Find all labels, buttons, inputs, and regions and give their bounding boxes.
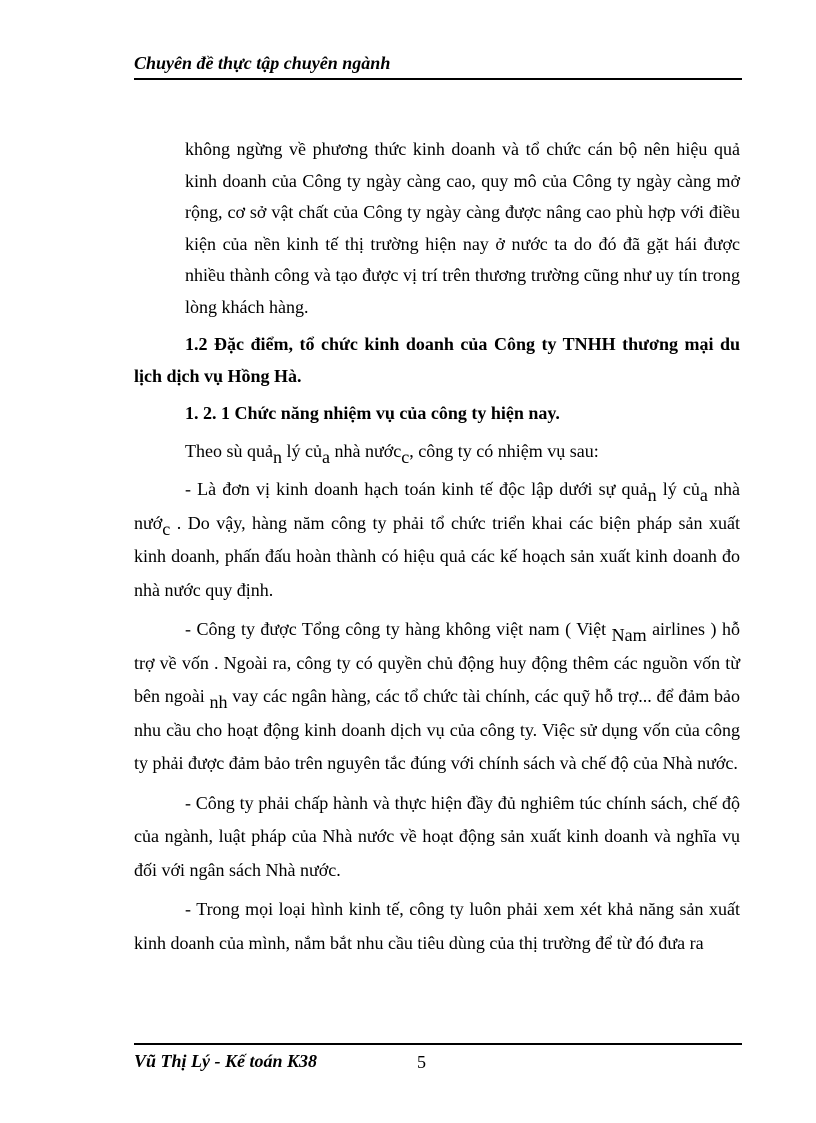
- subsection-heading: 1. 2. 1 Chức năng nhiệm vụ của công ty hiện nay.: [185, 403, 560, 423]
- page-header-title: Chuyên đề thực tập chuyên ngành: [134, 53, 391, 73]
- bullet-paragraph-3: - Công ty phải chấp hành và thực hiện đầy đủ nghiêm túc chính sách, chế độ của ngành, luật pháp của Nhà nước về hoạt động sản xuất kinh doanh và nghĩa vụ đối với ngân sách Nhà nước.: [134, 792, 740, 880]
- bullet-paragraph-2: - Công ty được Tổng công ty hàng không việt nam ( Việt $_{Nam}$ airlines ) hỗ trợ về vốn . Ngoài ra, công ty có quyền chủ động huy động thêm các nguồn vốn từ bên ngoài $_{nh}$ vay các ngân hàng, các tổ chức tài chính, các quỹ hỗ trợ... để đảm bảo nhu cầu cho hoạt động kinh doanh dịch vụ của công ty. Việc sử dụng vốn của công ty phải được đảm bảo trên nguyên tắc đúng với chính sách và chế độ của Nhà nước.: [134, 619, 740, 773]
- section-heading: 1.2 Đặc điểm, tổ chức kinh doanh của Công ty TNHH thương mại du lịch dịch vụ Hồng Hà.: [134, 334, 740, 386]
- page-body: [134, 134, 740, 960]
- page-number: 5: [417, 1052, 426, 1072]
- bullet-paragraph-4: - Trong mọi loại hình kinh tế, công ty luôn phải xem xét khả năng sản xuất kinh doanh của mình, nắm bắt nhu cầu tiêu dùng của thị trường để từ đó đưa ra: [134, 899, 740, 953]
- paragraph-intro: Theo sù quả$_n$ lý củ$_a$ nhà nước$_c$, công ty có nhiệm vụ sau:: [185, 440, 599, 467]
- footer-author: Vũ Thị Lý - Kế toán K38: [134, 1051, 318, 1071]
- header-rule: [134, 78, 742, 80]
- bullet-paragraph-1: - Là đơn vị kinh doanh hạch toán kinh tế độc lập dưới sự quả$_n$ lý củ$_a$ nhà nướ$_c$ . Do vậy, hàng năm công ty phải tổ chức triển khai các biện pháp sản xuất kinh doanh, phấn đấu hoàn thành có hiệu quả các kế hoạch sản xuất kinh doanh đo nhà nước quy định.: [134, 479, 740, 600]
- paragraph-continuation: không ngừng về phương thức kinh doanh và tổ chức cán bộ nên hiệu quả kinh doanh của Công ty ngày càng cao, quy mô của Công ty ngày càng mở rộng, cơ sở vật chất của Công ty ngày càng được nâng cao phù hợp với điều kiện của nền kinh tế thị trường hiện nay ở nước ta do đó đã gặt hái được nhiều thành công và tạo được vị trí trên thương trường cũng như uy tín trong lòng khách hàng.: [185, 139, 740, 317]
- footer-rule: [134, 1043, 742, 1045]
